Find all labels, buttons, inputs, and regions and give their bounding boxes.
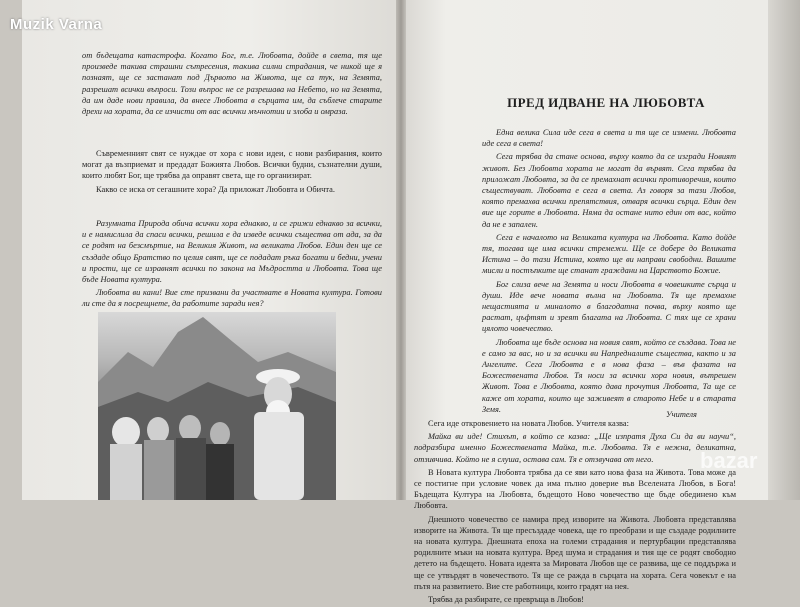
paragraph: Майка ви иде! Стихът, в който се казва: „Ще изпратя Духа Си да ви научи“, подразбира именно Божествената Майка, т.е. Любовта. Тя е нежна, деликатна, отзивчива. Който не я слуша, остава сам. Тя е отзвучава от него. (414, 432, 736, 464)
paragraph: В Новата култура Любовта трябва да се яви като нова фаза на Живота. Това може да се постигне при условие човек да има пълно доверие във Вселената Любов, в Бога! Бъдещата Култура на Любовта, бъдещото Ново човечество ще бъде обединено към Любовта. (414, 467, 736, 511)
left-text-block-3 (82, 218, 382, 312)
right-text-block (482, 127, 736, 417)
paragraph: Бог слиза вече на Земята и носи Любовта в човешките сърца и души. Иде вече новата вълна на Любовта. Тя ще премахне нещастията и миналото в благодатна почва, върху която ще растат, цъфтят и зреят благата на Любовта. С тях ще се храни цялото човечество. (482, 279, 736, 334)
page-edges (768, 0, 800, 500)
paragraph: Какво се иска от сегашните хора? Да приложат Любовта и Обичта. (96, 184, 335, 194)
paragraph: Любовта ви кани! Вие сте призвани да участвате в Новата култура. Готови ли сте да я посрещнете, да работите заради нея? (82, 288, 382, 309)
paragraph: Съвременният свят се нуждае от хора с нови идеи, с нови разбирания, които могат да възприемат и предадат Божията Любов. Всички будни, съзнателни души, които любят Бог, ще трябва да оправят света, ще го организират. (82, 149, 382, 181)
paragraph: Сега е началото на Великата култура на Любовта. Като дойде тя, тогава ще има всички стремежи. Ще се добере до Великата Истина – до тази Истина, която ще ви направи свободни. Вашите мисли и постъпките ще станат граждани на Царството Божие. (482, 232, 736, 276)
paragraph: Трябва да разбирате, се превръща в Любов! (428, 595, 584, 605)
paragraph: Днешното човечество се намира пред изворите на Живота. Любовта представлява изворите на Живота. Тя ще пресъздаде човека, ще го преобрази и ще създаде родилните на новата култура. Днешната епоха на големи страдания и пертурбации представлява родилните мъки на новата култура. Вред шума и страдания и тия ще се родят свободно детето на бъдещето. Новата идеята за Мировата Любов ще се развива, ще се поддържа и ще се утвърдят в човечеството. Тя ще се ражда в сърцата на хората. Сега човекът е на пътя на развитието. Вие сте работници, които градят на нея. (414, 514, 736, 591)
paragraph: от бъдещата катастрофа. Когато Бог, т.е. Любовта, дойде в света, тя ще произведе такива страшни сътресения, такива силни страдания, че никой ще я познаят, ще се застанат под Дървото на Живота, ще са тук, на Земята, разрешат всички въпроси. Този въпрос не се разрешава на Небето, но на Земята, да им даде нови правила, да внесе Любовта в сърцата им, да съблече старите дрехи на хората, да се изчисти от вас всички мъчнотии и злоба и омраза. (82, 51, 382, 117)
watermark-muzik-varna: Muzik Varna (10, 16, 103, 33)
paragraph: Сега трябва да стане основа, върху която да се изгради Новият живот. Без Любовта хората не могат да вървят. Сега трябва да приложат Любовта, за да се премахнат всички противоречия, които съществуват. Любовта е сега в света. Аз говоря за тази Любов, която премахва всички препятствия, отваря всички сърца. Един ден вие ще горите в Любовта. Няма да остане нито един от вас, който да не е запален. (482, 152, 736, 229)
signature: Учителя (666, 410, 697, 419)
watermark-bazar: bazar (700, 448, 758, 473)
book-gutter (396, 0, 406, 500)
right-lower-text (414, 418, 736, 607)
chapter-heading: ПРЕД ИДВАНЕ НА ЛЮБОВТА (507, 95, 705, 110)
left-text-block-2 (82, 148, 382, 197)
paragraph: Сега иде откровението на новата Любов. Учителя казва: (428, 419, 629, 428)
group-photo (98, 312, 336, 500)
paragraph: Една велика Сила иде сега в света и тя ще се измени. Любовта иде сега в света! (482, 128, 736, 149)
paragraph: Любовта ще бъде основа на новия свят, който се създава. Това не е само за вас, но и за всички ви Напредналите същества, както и за Ангелите. Сега Любовта е в нова фаза – във фазата на Божествената Любов. Тя носи за всички хора новия, вътрешен Живот. Това е Любовта, която дава прочутия Любовта, Та ще се каже от хората, които ще заживеят в старото Небе и в старата Земя. (482, 337, 736, 414)
paragraph: Разумната Природа обича всички хора еднакво, и се грижи еднакво за всички, и е намислила да спаси всички, решила е да изведе всички същества от ада, за да се родят на безсмъртие, на Великия Живот, на великата Любов. Един ден ще се създаде общо Братство по целия свят, ще се подадат ръка богати и бедни, учени и прости, ще се изравнят всички по закона на Мъдростта и Любовта. Това ще бъде Новата култура. (82, 219, 382, 285)
left-text-block-1 (82, 50, 382, 119)
